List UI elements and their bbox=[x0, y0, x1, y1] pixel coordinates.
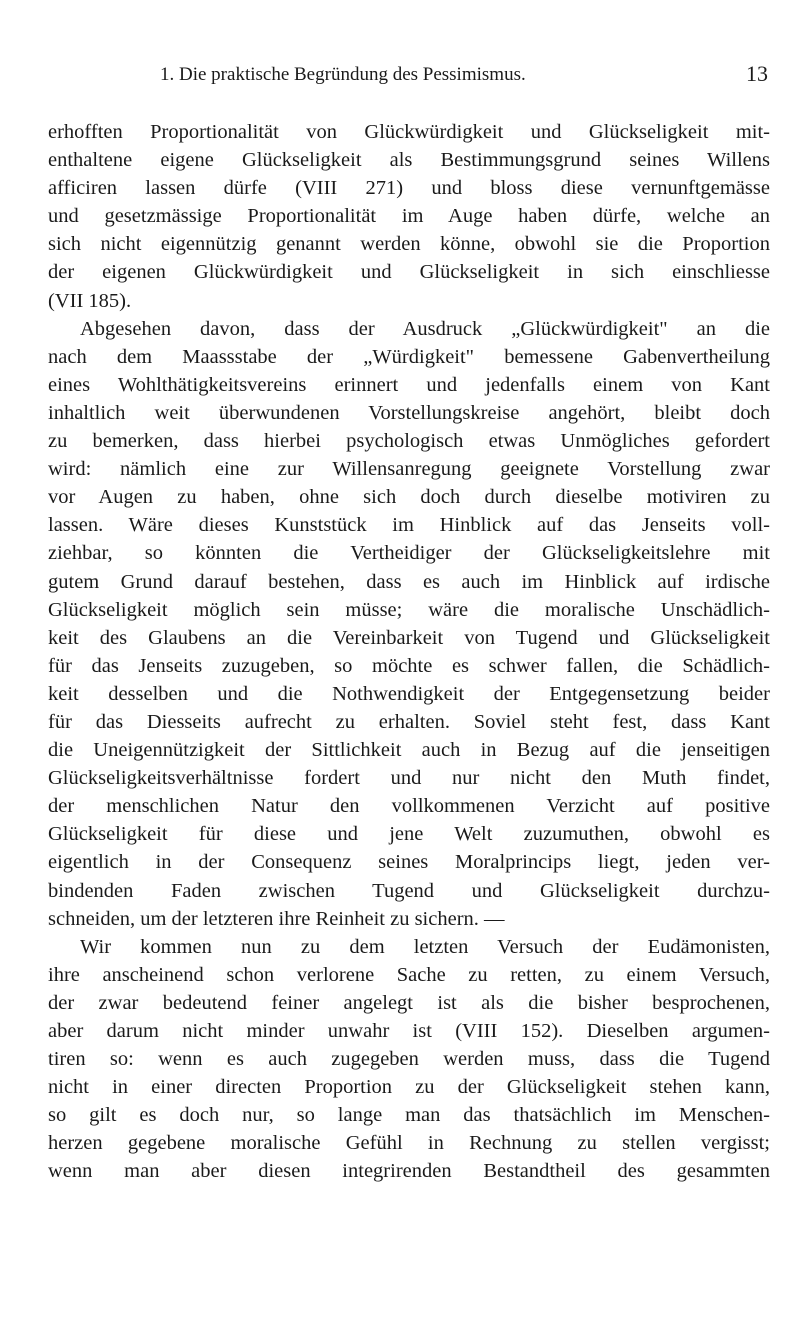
text-line: sich nicht eigennützig genannt werden könne, obwohl sie die Proportion bbox=[48, 233, 770, 256]
text-line: für das Jenseits zuzugeben, so möchte es schwer fallen, die Schädlich- bbox=[48, 654, 770, 677]
text-line: gutem Grund darauf bestehen, dass es auch im Hinblick auf irdische bbox=[48, 570, 770, 593]
running-header bbox=[48, 62, 768, 90]
text-line: keit desselben und die Nothwendigkeit der Entgegensetzung beider bbox=[48, 682, 770, 705]
text-line: enthaltene eigene Glückseligkeit als Bestimmungsgrund seines Willens bbox=[48, 149, 770, 172]
text-line: Glückseligkeitsverhältnisse fordert und nur nicht den Muth findet, bbox=[48, 767, 770, 790]
page-number: 13 bbox=[746, 61, 768, 86]
text-line: aber darum nicht minder unwahr ist (VIII 152). Dieselben argumen- bbox=[48, 1020, 770, 1042]
text-line: der zwar bedeutend feiner angelegt ist als die bisher besprochenen, bbox=[48, 991, 770, 1014]
text-line: nicht in einer directen Proportion zu der Glückseligkeit stehen kann, bbox=[48, 1076, 770, 1099]
text-line: tiren so: wenn es auch zugegeben werden muss, dass die Tugend bbox=[48, 1048, 770, 1071]
text-line: Glückseligkeit für diese und jene Welt zuzumuthen, obwohl es bbox=[48, 823, 770, 846]
text-line: (VII 185). bbox=[48, 289, 132, 312]
text-line: inhaltlich weit überwundenen Vorstellungskreise angehört, bleibt doch bbox=[48, 401, 770, 424]
text-line: so gilt es doch nur, so lange man das thatsächlich im Menschen- bbox=[48, 1104, 770, 1127]
text-line: ihre anscheinend schon verlorene Sache zu retten, zu einem Versuch, bbox=[48, 963, 770, 986]
text-line: herzen gegebene moralische Gefühl in Rechnung zu stellen vergisst; bbox=[48, 1132, 770, 1155]
running-title: 1. Die praktische Begründung des Pessimismus. bbox=[160, 64, 526, 85]
text-line: schneiden, um der letzteren ihre Reinheit zu sichern. — bbox=[48, 907, 505, 930]
text-line: erhofften Proportionalität von Glückwürdigkeit und Glückseligkeit mit- bbox=[48, 121, 770, 143]
text-line: Wir kommen nun zu dem letzten Versuch der Eudämonisten, bbox=[80, 935, 770, 958]
text-line: eines Wohlthätigkeitsvereins erinnert und jedenfalls einem von Kant bbox=[48, 373, 770, 396]
text-line: bindenden Faden zwischen Tugend und Glückseligkeit durchzu- bbox=[48, 879, 770, 902]
text-line: Abgesehen davon, dass der Ausdruck „Glückwürdigkeit" an die bbox=[80, 317, 770, 340]
text-line: und gesetzmässige Proportionalität im Auge haben dürfe, welche an bbox=[48, 205, 770, 228]
text-line: eigentlich in der Consequenz seines Moralprincips liegt, jeden ver- bbox=[48, 851, 770, 874]
text-line: wird: nämlich eine zur Willensanregung geeignete Vorstellung zwar bbox=[48, 458, 770, 481]
text-line: Glückseligkeit möglich sein müsse; wäre die moralische Unschädlich- bbox=[48, 598, 770, 621]
text-line: der menschlichen Natur den vollkommenen Verzicht auf positive bbox=[48, 795, 770, 818]
text-line: ziehbar, so könnten die Vertheidiger der Glückseligkeitslehre mit bbox=[48, 542, 770, 565]
body-text bbox=[48, 118, 770, 1186]
text-line: für das Diesseits aufrecht zu erhalten. Soviel steht fest, dass Kant bbox=[48, 710, 770, 733]
text-line: wenn man aber diesen integrirenden Bestandtheil des gesammten bbox=[48, 1160, 770, 1183]
text-line: keit des Glaubens an die Vereinbarkeit von Tugend und Glückseligkeit bbox=[48, 626, 770, 649]
text-line: der eigenen Glückwürdigkeit und Glückseligkeit in sich einschliesse bbox=[48, 261, 770, 284]
text-line: lassen. Wäre dieses Kunststück im Hinblick auf das Jenseits voll- bbox=[48, 514, 770, 537]
text-line: vor Augen zu haben, ohne sich doch durch dieselbe motiviren zu bbox=[48, 486, 770, 509]
text-line: zu bemerken, dass hierbei psychologisch etwas Unmögliches gefordert bbox=[48, 430, 770, 453]
text-line: nach dem Maassstabe der „Würdigkeit" bemessene Gabenvertheilung bbox=[48, 345, 770, 368]
text-line: die Uneigennützigkeit der Sittlichkeit auch in Bezug auf die jenseitigen bbox=[48, 739, 770, 762]
text-line: afficiren lassen dürfe (VIII 271) und bloss diese vernunftgemässe bbox=[48, 177, 770, 200]
